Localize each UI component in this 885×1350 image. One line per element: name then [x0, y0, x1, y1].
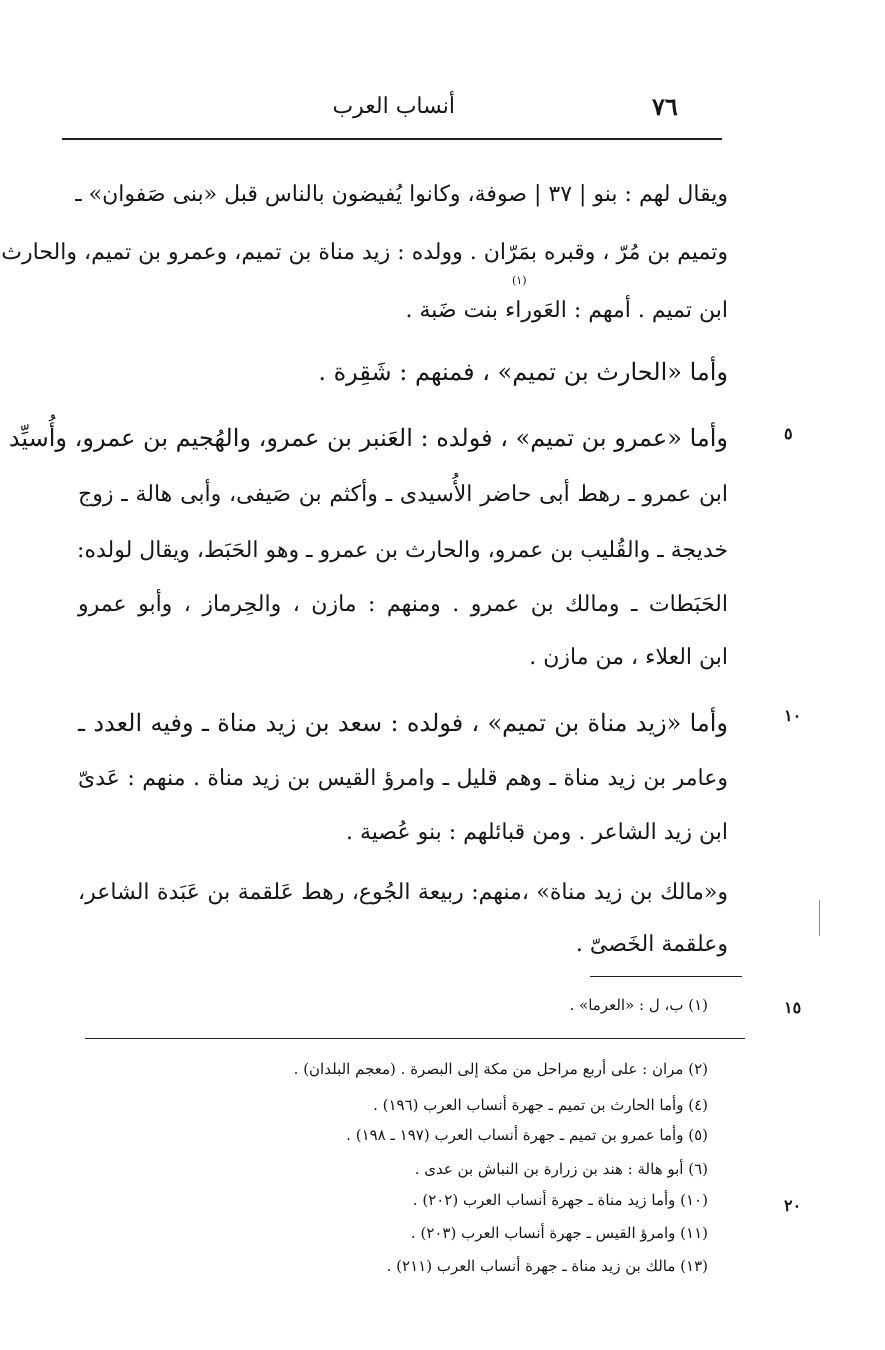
editorial-note: (١٠) وأما زيد مناة ـ جهرة أنساب العرب (٢٠٢) .	[412, 1191, 708, 1209]
body-line-5: وأما «عمرو بن تميم» ، فولده : العَنبر بن عمرو، والهُجيم بن عمرو، وأُسيِّد	[8, 424, 728, 452]
margin-line-number: ١٠	[784, 706, 802, 725]
editorial-note: (٤) وأما الحارث بن تميم ـ جهرة أنساب العرب (١٩٦) .	[373, 1096, 708, 1114]
body-line-14: وعلقمة الخَصىّ .	[575, 932, 728, 957]
editorial-notes-rule	[85, 1038, 745, 1039]
margin-line-number: ٢٠	[784, 1196, 802, 1215]
running-title: أنساب العرب	[332, 94, 455, 119]
body-line-12: ابن زيد الشاعر . ومن قبائلهم : بنو عُصية .	[346, 820, 728, 845]
footnote-separator	[590, 976, 742, 977]
body-line-3: ابن تميم . أمهم : العَوراء بنت ضَبة .	[405, 298, 728, 323]
footnote-mark: (١)	[512, 274, 527, 287]
body-line-8: الحَبَطات ـ ومالك بن عمرو . ومنهم : مازن ، والحِرماز ، وأبو عمرو	[78, 592, 728, 617]
body-line-9: ابن العلاء ، من مازن .	[529, 645, 728, 670]
header-rule	[62, 138, 722, 140]
footnote-1: (١) ب، ل : «العرما» .	[569, 996, 708, 1014]
body-line-11: وعامر بن زيد مناة ـ وهم قليل ـ وامرؤ القيس بن زيد مناة . منهم : عَدىّ	[78, 766, 728, 791]
body-line-2: وتميم بن مُرّ ، وقبره بمَرّان . وولده : زيد مناة بن تميم، وعمرو بن تميم، والحارث	[1, 240, 728, 265]
body-line-10: وأما «زيد مناة بن تميم» ، فولده : سعد بن زيد مناة ـ وفيه العدد ـ	[78, 709, 728, 737]
page-number: ٧٦	[652, 92, 678, 121]
editorial-note: (١٣) مالك بن زيد مناة ـ جهرة أنساب العرب (٢١١) .	[386, 1257, 708, 1275]
body-line-1: ويقال لهم : بنو | ٣٧ | صوفة، وكانوا يُفيضون بالناس قبل «بنى صَفوان» ـ	[75, 182, 728, 207]
body-line-7: خديجة ـ والقُليب بن عمرو، والحارث بن عمرو ـ وهو الحَبَط، ويقال لولده:	[77, 538, 728, 563]
body-line-4: وأما «الحارث بن تميم» ، فمنهم : شَقِرة .	[318, 358, 728, 386]
editorial-note: (٥) وأما عمرو بن تميم ـ جهرة أنساب العرب (١٩٧ ـ ١٩٨) .	[346, 1126, 708, 1144]
body-line-6: ابن عمرو ـ رهط أبى حاضر الأُسيدى ـ وأكثم بن صَيفى، وأبى هالة ـ زوج	[78, 482, 728, 507]
editorial-note: (١١) وامرؤ القيس ـ جهرة أنساب العرب (٢٠٣) .	[410, 1224, 708, 1242]
editorial-note: (٦) أبو هالة : هند بن زرارة بن النباش بن عدى .	[414, 1160, 708, 1178]
body-line-13: و«مالك بن زيد مناة» ،منهم: ربيعة الجُوع، رهط عَلقمة بن عَبَدة الشاعر،	[78, 880, 728, 905]
margin-pencil-mark	[819, 900, 820, 936]
margin-line-number: ٥	[784, 424, 793, 443]
margin-line-number: ١٥	[784, 998, 802, 1017]
editorial-note: (٢) مران : على أربع مراحل من مكة إلى البصرة . (معجم البلدان) .	[293, 1060, 708, 1078]
